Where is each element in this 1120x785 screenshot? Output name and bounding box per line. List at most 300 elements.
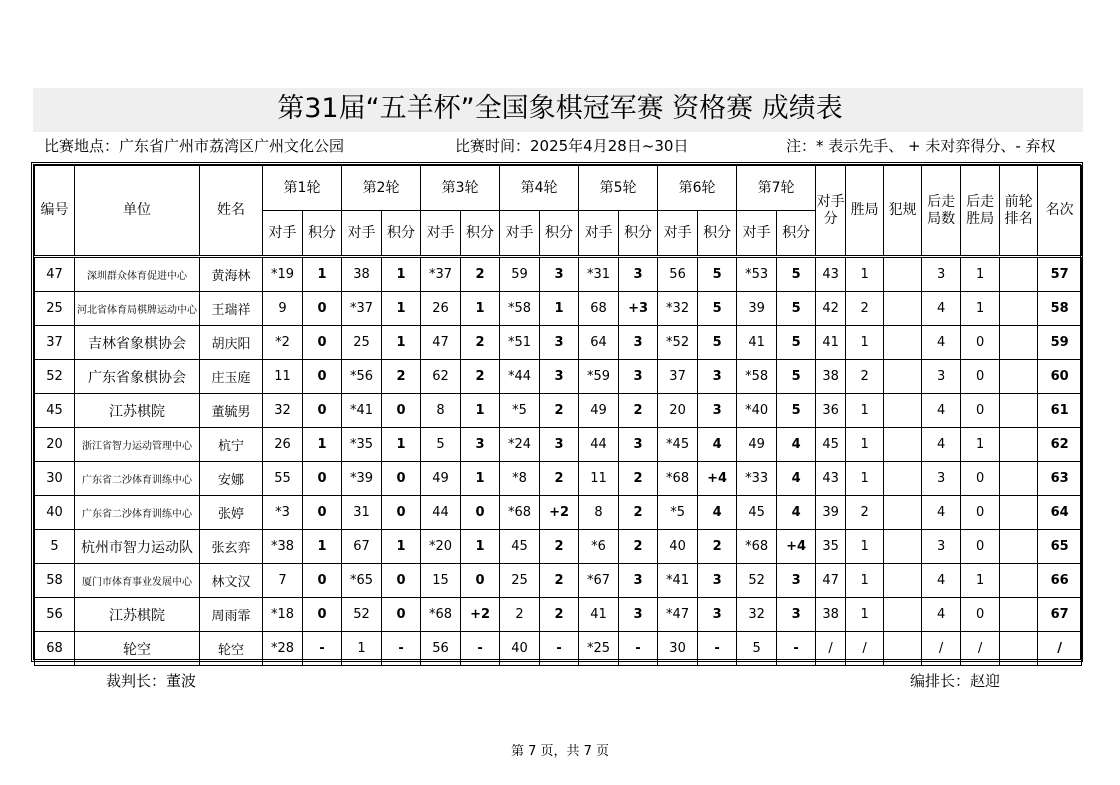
cell-score: -: [540, 632, 579, 666]
cell-name: 张玄弈: [200, 530, 263, 564]
cell-opponent: *68: [737, 530, 777, 564]
cell-opp-score: 42: [816, 292, 846, 326]
cell-score: 2: [540, 394, 579, 428]
cell-opponent: *32: [658, 292, 698, 326]
header-num: 编号: [35, 166, 75, 257]
cell-score: 1: [303, 428, 342, 462]
cell-opponent: *47: [658, 598, 698, 632]
cell-opponent: 7: [263, 564, 303, 598]
cell-black-wins: 1: [961, 292, 1000, 326]
cell-num: 68: [35, 632, 75, 666]
cell-opponent: 56: [658, 257, 698, 292]
cell-fouls: [884, 598, 922, 632]
cell-num: 5: [35, 530, 75, 564]
cell-name: 轮空: [200, 632, 263, 666]
cell-score: -: [303, 632, 342, 666]
cell-score: 0: [303, 496, 342, 530]
cell-opponent: *33: [737, 462, 777, 496]
cell-score: 3: [540, 428, 579, 462]
cell-score: 2: [461, 360, 500, 394]
cell-prev-rank: [1000, 598, 1038, 632]
cell-score: 3: [619, 428, 658, 462]
cell-score: 3: [540, 360, 579, 394]
cell-rank: 61: [1038, 394, 1082, 428]
cell-score: 1: [303, 257, 342, 292]
cell-black-wins: 0: [961, 360, 1000, 394]
cell-opponent: 52: [342, 598, 382, 632]
cell-black-games: 4: [922, 598, 961, 632]
cell-wins: 1: [846, 394, 884, 428]
cell-opponent: 1: [342, 632, 382, 666]
cell-prev-rank: [1000, 394, 1038, 428]
header-round-2: 第2轮: [342, 166, 421, 211]
cell-score: 5: [777, 326, 816, 360]
cell-black-games: /: [922, 632, 961, 666]
cell-opponent: *37: [342, 292, 382, 326]
cell-opponent: 5: [737, 632, 777, 666]
table-row: [35, 394, 1082, 428]
cell-opponent: *68: [658, 462, 698, 496]
cell-opp-score: 45: [816, 428, 846, 462]
cell-fouls: [884, 326, 922, 360]
cell-opponent: *68: [500, 496, 540, 530]
cell-score: 4: [698, 496, 737, 530]
cell-score: 0: [303, 326, 342, 360]
cell-name: 杭宁: [200, 428, 263, 462]
cell-score: 3: [619, 564, 658, 598]
header-unit: 单位: [75, 166, 200, 257]
cell-score: 5: [698, 257, 737, 292]
cell-wins: 1: [846, 257, 884, 292]
cell-black-games: 4: [922, 326, 961, 360]
cell-num: 56: [35, 598, 75, 632]
cell-opponent: 45: [500, 530, 540, 564]
cell-score: 2: [540, 564, 579, 598]
subheader-opponent: 对手: [658, 211, 698, 257]
cell-score: 1: [382, 326, 421, 360]
cell-rank: 67: [1038, 598, 1082, 632]
header-wins: 胜局: [846, 166, 884, 257]
cell-score: 1: [461, 530, 500, 564]
cell-prev-rank: [1000, 326, 1038, 360]
cell-opponent: 47: [421, 326, 461, 360]
cell-black-games: 4: [922, 496, 961, 530]
cell-score: 2: [540, 462, 579, 496]
cell-score: 4: [698, 428, 737, 462]
cell-score: 2: [540, 530, 579, 564]
cell-fouls: [884, 292, 922, 326]
cell-opponent: 41: [737, 326, 777, 360]
cell-score: 4: [777, 462, 816, 496]
cell-name: 王瑞祥: [200, 292, 263, 326]
cell-score: 3: [777, 598, 816, 632]
cell-opponent: *53: [737, 257, 777, 292]
table-row: [35, 496, 1082, 530]
cell-black-wins: 0: [961, 496, 1000, 530]
venue-text: 比赛地点：广东省广州市荔湾区广州文化公园: [44, 137, 345, 155]
cell-rank: 66: [1038, 564, 1082, 598]
table-row: [35, 598, 1082, 632]
cell-name: 林文汉: [200, 564, 263, 598]
cell-opponent: 37: [658, 360, 698, 394]
cell-black-wins: /: [961, 632, 1000, 666]
cell-opp-score: 43: [816, 257, 846, 292]
cell-fouls: [884, 360, 922, 394]
cell-score: 3: [619, 598, 658, 632]
table-row: [35, 257, 1082, 292]
cell-score: +2: [461, 598, 500, 632]
cell-opponent: *58: [737, 360, 777, 394]
cell-black-games: 3: [922, 257, 961, 292]
cell-score: 2: [619, 496, 658, 530]
cell-num: 58: [35, 564, 75, 598]
header-black-wins: 后走胜局: [961, 166, 1000, 257]
subheader-score: 积分: [303, 211, 342, 257]
cell-opponent: 25: [342, 326, 382, 360]
cell-score: -: [698, 632, 737, 666]
cell-score: 1: [382, 428, 421, 462]
cell-unit: 广东省象棋协会: [75, 360, 200, 394]
cell-opp-score: 38: [816, 360, 846, 394]
cell-opponent: 8: [579, 496, 619, 530]
cell-prev-rank: [1000, 428, 1038, 462]
table-row: [35, 530, 1082, 564]
header-prev-rank: 前轮排名: [1000, 166, 1038, 257]
cell-num: 20: [35, 428, 75, 462]
cell-black-games: 4: [922, 428, 961, 462]
header-round-7: 第7轮: [737, 166, 816, 211]
cell-name: 安娜: [200, 462, 263, 496]
cell-opponent: *67: [579, 564, 619, 598]
cell-num: 40: [35, 496, 75, 530]
cell-wins: 1: [846, 598, 884, 632]
cell-opponent: *2: [263, 326, 303, 360]
cell-score: 2: [619, 394, 658, 428]
cell-opponent: 31: [342, 496, 382, 530]
cell-score: +4: [777, 530, 816, 564]
cell-opp-score: 35: [816, 530, 846, 564]
cell-score: 0: [382, 564, 421, 598]
cell-score: 1: [382, 257, 421, 292]
cell-fouls: [884, 394, 922, 428]
cell-unit: 江苏棋院: [75, 394, 200, 428]
cell-score: +3: [619, 292, 658, 326]
cell-opponent: 49: [737, 428, 777, 462]
cell-opponent: 45: [737, 496, 777, 530]
cell-black-wins: 0: [961, 598, 1000, 632]
cell-fouls: [884, 530, 922, 564]
cell-name: 庄玉庭: [200, 360, 263, 394]
cell-score: 0: [303, 462, 342, 496]
subheader-opponent: 对手: [500, 211, 540, 257]
cell-opponent: 64: [579, 326, 619, 360]
cell-opponent: 11: [263, 360, 303, 394]
cell-black-wins: 0: [961, 326, 1000, 360]
cell-score: -: [777, 632, 816, 666]
date-text: 比赛时间：2025年4月28日~30日: [455, 137, 689, 155]
cell-rank: 58: [1038, 292, 1082, 326]
cell-prev-rank: [1000, 496, 1038, 530]
cell-score: 3: [619, 326, 658, 360]
subheader-score: 积分: [382, 211, 421, 257]
cell-opponent: 2: [500, 598, 540, 632]
cell-score: 3: [777, 564, 816, 598]
cell-opponent: 15: [421, 564, 461, 598]
cell-score: 0: [382, 598, 421, 632]
cell-rank: 63: [1038, 462, 1082, 496]
cell-prev-rank: [1000, 292, 1038, 326]
cell-name: 胡庆阳: [200, 326, 263, 360]
cell-score: +4: [698, 462, 737, 496]
cell-score: 1: [461, 292, 500, 326]
cell-opponent: 32: [737, 598, 777, 632]
cell-opponent: 5: [421, 428, 461, 462]
cell-fouls: [884, 428, 922, 462]
cell-rank: 65: [1038, 530, 1082, 564]
cell-opponent: 11: [579, 462, 619, 496]
cell-opponent: *58: [500, 292, 540, 326]
cell-score: 0: [303, 564, 342, 598]
cell-opponent: *51: [500, 326, 540, 360]
chief-referee: 裁判长：董波: [106, 672, 197, 690]
cell-score: 3: [461, 428, 500, 462]
cell-opp-score: 43: [816, 462, 846, 496]
cell-opponent: *18: [263, 598, 303, 632]
cell-opponent: *19: [263, 257, 303, 292]
cell-score: -: [461, 632, 500, 666]
subheader-opponent: 对手: [342, 211, 382, 257]
cell-opponent: *52: [658, 326, 698, 360]
cell-opponent: *31: [579, 257, 619, 292]
subheader-score: 积分: [540, 211, 579, 257]
cell-score: 3: [698, 360, 737, 394]
cell-opponent: 40: [500, 632, 540, 666]
cell-black-games: 3: [922, 360, 961, 394]
cell-black-wins: 0: [961, 394, 1000, 428]
cell-score: 0: [303, 292, 342, 326]
cell-score: 5: [777, 394, 816, 428]
cell-opponent: *56: [342, 360, 382, 394]
cell-score: 2: [619, 462, 658, 496]
cell-score: 1: [303, 530, 342, 564]
cell-opponent: *45: [658, 428, 698, 462]
cell-score: 0: [382, 462, 421, 496]
cell-opp-score: 38: [816, 598, 846, 632]
page-number: 第 7 页，共 7 页: [510, 744, 610, 759]
cell-score: 0: [461, 496, 500, 530]
cell-opponent: *41: [342, 394, 382, 428]
cell-black-wins: 1: [961, 428, 1000, 462]
cell-rank: 62: [1038, 428, 1082, 462]
cell-score: 2: [619, 530, 658, 564]
results-table: [34, 165, 1082, 666]
cell-opponent: 67: [342, 530, 382, 564]
cell-unit: 广东省二沙体育训练中心: [75, 462, 200, 496]
cell-fouls: [884, 632, 922, 666]
cell-unit: 吉林省象棋协会: [75, 326, 200, 360]
cell-unit: 轮空: [75, 632, 200, 666]
cell-score: 0: [303, 394, 342, 428]
cell-black-games: 3: [922, 530, 961, 564]
cell-black-wins: 1: [961, 564, 1000, 598]
header-round-5: 第5轮: [579, 166, 658, 211]
cell-opponent: *28: [263, 632, 303, 666]
header-rank: 名次: [1038, 166, 1082, 257]
cell-opponent: *35: [342, 428, 382, 462]
cell-score: 3: [698, 564, 737, 598]
cell-opp-score: 39: [816, 496, 846, 530]
cell-score: 5: [698, 326, 737, 360]
cell-opp-score: /: [816, 632, 846, 666]
cell-num: 45: [35, 394, 75, 428]
table-row: [35, 326, 1082, 360]
header-opp-score: 对手分: [816, 166, 846, 257]
cell-opponent: *6: [579, 530, 619, 564]
cell-opponent: *3: [263, 496, 303, 530]
cell-unit: 江苏棋院: [75, 598, 200, 632]
cell-opponent: *41: [658, 564, 698, 598]
cell-rank: 64: [1038, 496, 1082, 530]
cell-score: 3: [698, 394, 737, 428]
cell-unit: 杭州市智力运动队: [75, 530, 200, 564]
cell-score: 2: [698, 530, 737, 564]
cell-opponent: 44: [579, 428, 619, 462]
cell-score: 2: [382, 360, 421, 394]
cell-fouls: [884, 496, 922, 530]
header-name: 姓名: [200, 166, 263, 257]
cell-prev-rank: [1000, 360, 1038, 394]
cell-score: 0: [461, 564, 500, 598]
cell-wins: 2: [846, 360, 884, 394]
cell-rank: 57: [1038, 257, 1082, 292]
subheader-score: 积分: [619, 211, 658, 257]
cell-score: 3: [698, 598, 737, 632]
cell-opponent: *40: [737, 394, 777, 428]
cell-opponent: 62: [421, 360, 461, 394]
cell-score: 0: [382, 496, 421, 530]
cell-opponent: *25: [579, 632, 619, 666]
header-black-games: 后走局数: [922, 166, 961, 257]
cell-opponent: 52: [737, 564, 777, 598]
cell-opponent: 39: [737, 292, 777, 326]
cell-score: 5: [777, 360, 816, 394]
cell-opp-score: 47: [816, 564, 846, 598]
cell-opponent: 30: [658, 632, 698, 666]
cell-score: 4: [777, 428, 816, 462]
cell-opponent: *38: [263, 530, 303, 564]
cell-opponent: *5: [658, 496, 698, 530]
cell-opponent: *39: [342, 462, 382, 496]
cell-score: 0: [303, 360, 342, 394]
cell-num: 47: [35, 257, 75, 292]
cell-score: 5: [777, 257, 816, 292]
cell-opponent: 44: [421, 496, 461, 530]
cell-opponent: 25: [500, 564, 540, 598]
subheader-score: 积分: [461, 211, 500, 257]
cell-opponent: 59: [500, 257, 540, 292]
cell-wins: /: [846, 632, 884, 666]
cell-num: 52: [35, 360, 75, 394]
cell-name: 周雨霏: [200, 598, 263, 632]
cell-fouls: [884, 257, 922, 292]
cell-opponent: *44: [500, 360, 540, 394]
subheader-score: 积分: [698, 211, 737, 257]
cell-opponent: *68: [421, 598, 461, 632]
cell-fouls: [884, 564, 922, 598]
cell-opponent: *37: [421, 257, 461, 292]
cell-name: 黄海林: [200, 257, 263, 292]
cell-wins: 1: [846, 462, 884, 496]
cell-opponent: 49: [579, 394, 619, 428]
cell-unit: 河北省体育局棋牌运动中心: [75, 292, 200, 326]
cell-score: 4: [777, 496, 816, 530]
table-row: [35, 564, 1082, 598]
cell-prev-rank: [1000, 564, 1038, 598]
cell-num: 30: [35, 462, 75, 496]
table-row: [35, 428, 1082, 462]
cell-wins: 1: [846, 326, 884, 360]
cell-opponent: 41: [579, 598, 619, 632]
cell-prev-rank: [1000, 530, 1038, 564]
table-row: [35, 462, 1082, 496]
cell-score: 2: [461, 257, 500, 292]
subheader-opponent: 对手: [737, 211, 777, 257]
cell-opponent: 26: [263, 428, 303, 462]
subheader-opponent: 对手: [579, 211, 619, 257]
cell-wins: 1: [846, 428, 884, 462]
cell-score: 2: [540, 598, 579, 632]
header-round-6: 第6轮: [658, 166, 737, 211]
cell-opponent: 8: [421, 394, 461, 428]
cell-prev-rank: [1000, 632, 1038, 666]
table-row: [35, 360, 1082, 394]
cell-opponent: 38: [342, 257, 382, 292]
cell-opponent: *5: [500, 394, 540, 428]
cell-opponent: 40: [658, 530, 698, 564]
cell-wins: 1: [846, 530, 884, 564]
cell-score: 1: [540, 292, 579, 326]
subheader-opponent: 对手: [263, 211, 303, 257]
cell-wins: 2: [846, 496, 884, 530]
cell-opponent: 9: [263, 292, 303, 326]
cell-score: 5: [777, 292, 816, 326]
cell-black-wins: 0: [961, 462, 1000, 496]
cell-score: 1: [461, 462, 500, 496]
cell-black-games: 4: [922, 394, 961, 428]
cell-black-wins: 1: [961, 257, 1000, 292]
cell-score: +2: [540, 496, 579, 530]
header-round-4: 第4轮: [500, 166, 579, 211]
cell-opponent: 56: [421, 632, 461, 666]
cell-score: 0: [303, 598, 342, 632]
cell-opponent: *24: [500, 428, 540, 462]
cell-score: 5: [698, 292, 737, 326]
cell-rank: 60: [1038, 360, 1082, 394]
cell-score: -: [619, 632, 658, 666]
cell-opponent: 68: [579, 292, 619, 326]
cell-black-wins: 0: [961, 530, 1000, 564]
cell-score: 3: [540, 326, 579, 360]
subheader-score: 积分: [777, 211, 816, 257]
cell-rank: 59: [1038, 326, 1082, 360]
cell-score: 2: [461, 326, 500, 360]
subheader-opponent: 对手: [421, 211, 461, 257]
cell-unit: 深圳群众体育促进中心: [75, 257, 200, 292]
cell-score: 3: [619, 360, 658, 394]
cell-opponent: 20: [658, 394, 698, 428]
cell-num: 25: [35, 292, 75, 326]
cell-wins: 2: [846, 292, 884, 326]
